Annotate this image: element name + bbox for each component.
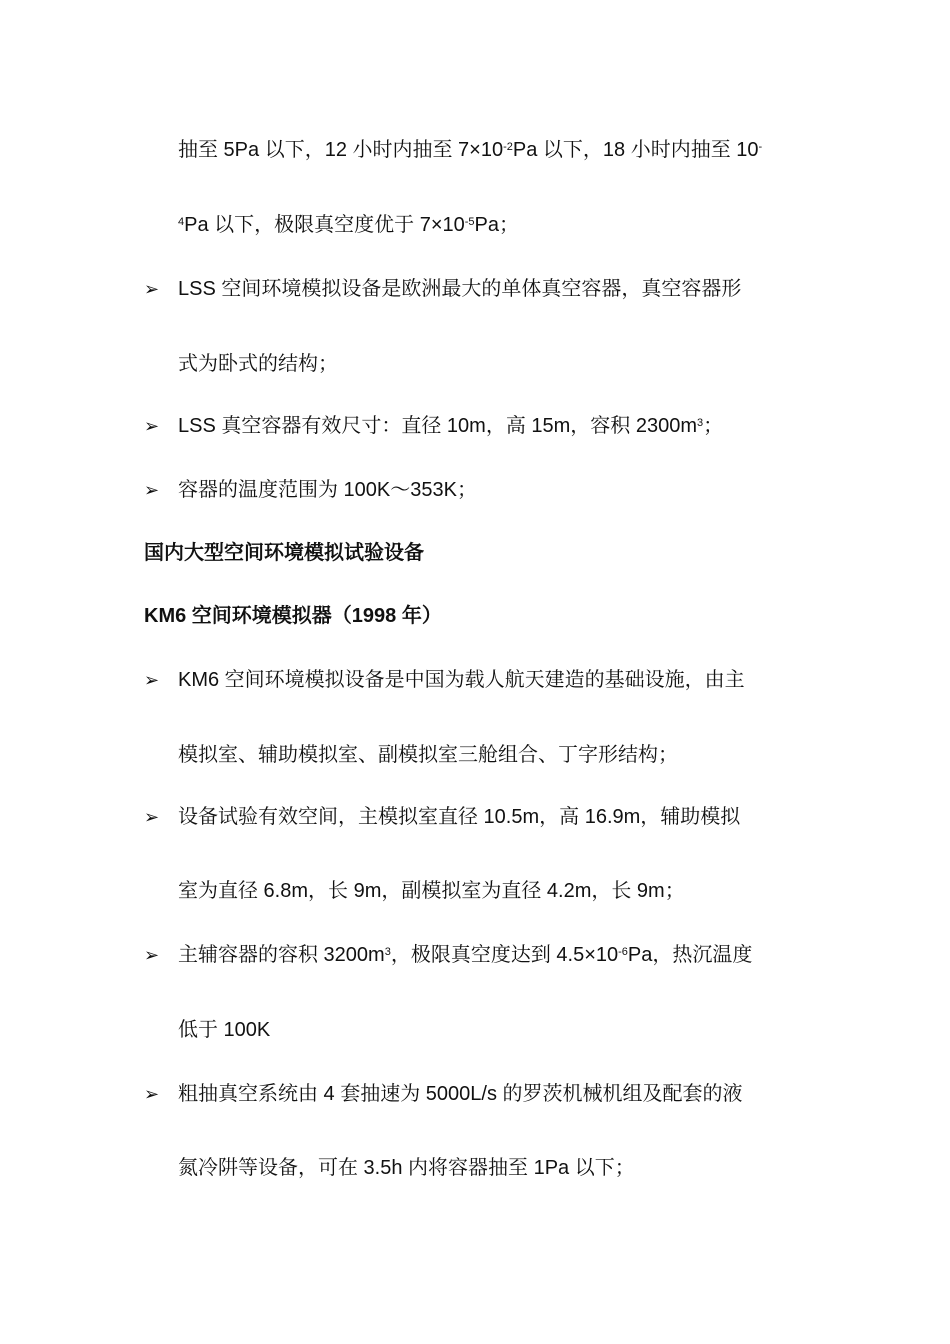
bullet-marker: ➢ bbox=[144, 1084, 160, 1104]
subsection-heading: KM6 空间环境模拟器（1998 年） bbox=[144, 605, 442, 627]
list-item: 粗抽真空系统由 4 套抽速为 5000L/s 的罗茨机械机组及配套的液 bbox=[178, 1083, 743, 1105]
list-item-continuation: 氮冷阱等设备，可在 3.5h 内将容器抽至 1Pa 以下； bbox=[178, 1157, 635, 1179]
list-item: 容器的温度范围为 100K～353K； bbox=[178, 479, 477, 501]
bullet-marker: ➢ bbox=[144, 416, 160, 436]
list-item: 主辅容器的容积 $3200m^3$，极限真空度达到 $4.5\times 10^{-6}Pa$，热沉温度 bbox=[178, 944, 753, 966]
list-item: LSS 真空容器有效尺寸：直径 10m，高 15m，容积 $2300m^3$； bbox=[178, 415, 724, 437]
bullet-marker: ➢ bbox=[144, 670, 160, 690]
list-item: 设备试验有效空间，主模拟室直径 10.5m，高 16.9m，辅助模拟 bbox=[178, 806, 741, 828]
paragraph-line: 抽至 5Pa 以下，12 小时内抽至 $7\times 10^{-2}Pa$ 以下，18 小时内抽至 10- bbox=[178, 139, 763, 161]
list-item-continuation: 模拟室、辅助模拟室、副模拟室三舱组合、丁字形结构； bbox=[178, 744, 678, 766]
bullet-marker: ➢ bbox=[144, 279, 160, 299]
list-item-continuation: 式为卧式的结构； bbox=[178, 353, 338, 375]
paragraph-line: $^4$Pa 以下，极限真空度优于 $7\times 10^{-5}Pa$； bbox=[178, 214, 519, 236]
bullet-marker: ➢ bbox=[144, 480, 160, 500]
bullet-marker: ➢ bbox=[144, 945, 160, 965]
bullet-marker: ➢ bbox=[144, 807, 160, 827]
list-item: KM6 空间环境模拟设备是中国为载人航天建造的基础设施，由主 bbox=[178, 669, 745, 691]
section-heading: 国内大型空间环境模拟试验设备 bbox=[144, 542, 424, 564]
list-item-continuation: 低于 100K bbox=[178, 1019, 271, 1041]
list-item-continuation: 室为直径 6.8m，长 9m，副模拟室为直径 4.2m，长 9m； bbox=[178, 880, 685, 902]
list-item: LSS 空间环境模拟设备是欧洲最大的单体真空容器，真空容器形 bbox=[178, 278, 742, 300]
